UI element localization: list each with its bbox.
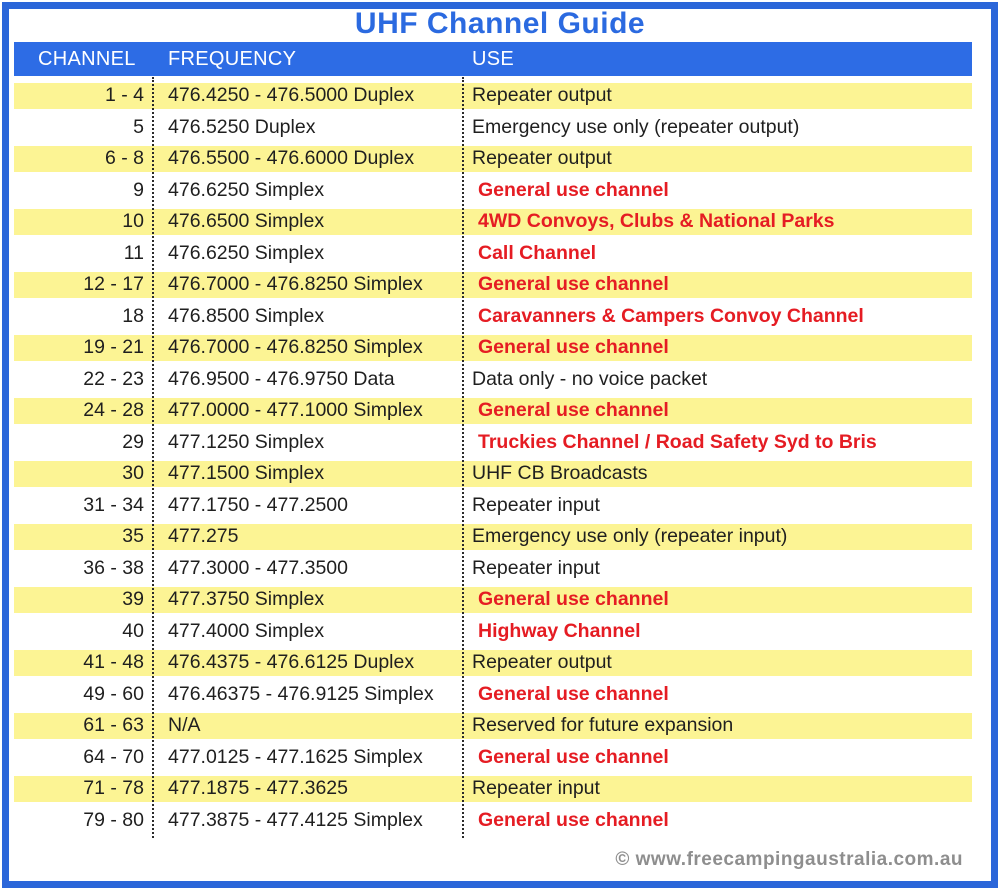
- use-cell: 4WD Convoys, Clubs & National Parks: [478, 210, 835, 233]
- frequency-cell: 476.5250 Duplex: [168, 115, 316, 138]
- frequency-cell: 476.4250 - 476.5000 Duplex: [168, 84, 415, 107]
- frequency-cell: 477.1875 - 477.3625: [168, 777, 348, 800]
- use-cell: Highway Channel: [478, 619, 641, 642]
- table-row: [14, 805, 972, 837]
- use-cell: Repeater input: [472, 493, 600, 516]
- channel-cell: 61 - 63: [83, 714, 144, 737]
- frequency-cell: 477.0000 - 477.1000 Simplex: [168, 399, 423, 422]
- watermark-credit: © www.freecampingaustralia.com.au: [615, 849, 963, 870]
- use-cell: Data only - no voice packet: [472, 367, 708, 390]
- table-body: [14, 80, 972, 836]
- channel-cell: 31 - 34: [83, 493, 144, 516]
- channel-cell: 19 - 21: [83, 336, 144, 359]
- channel-cell: 10: [122, 210, 144, 233]
- column-separator-channel-frequency: [152, 77, 154, 838]
- table-row: [14, 332, 972, 364]
- frequency-cell: 477.275: [168, 525, 239, 548]
- use-cell: General use channel: [478, 273, 669, 296]
- use-cell: General use channel: [478, 808, 669, 831]
- use-cell: Repeater output: [472, 147, 612, 170]
- channel-cell: 6 - 8: [104, 147, 144, 170]
- table-row: [14, 616, 972, 648]
- frequency-cell: 476.6250 Simplex: [168, 241, 325, 264]
- channel-cell: 18: [122, 304, 144, 327]
- table-row: [14, 742, 972, 774]
- table-row: [14, 269, 972, 301]
- use-cell: Emergency use only (repeater output): [472, 115, 800, 138]
- table-row: [14, 80, 972, 112]
- table-row: [14, 143, 972, 175]
- channel-cell: 29: [122, 430, 144, 453]
- table-row: [14, 584, 972, 616]
- table-row: [14, 395, 972, 427]
- frequency-cell: 477.1250 Simplex: [168, 430, 325, 453]
- channel-cell: 5: [133, 115, 144, 138]
- channel-cell: 64 - 70: [83, 745, 144, 768]
- table-row: [14, 175, 972, 207]
- table-row: [14, 647, 972, 679]
- channel-cell: 9: [133, 178, 144, 201]
- channel-cell: 11: [123, 241, 144, 264]
- table-row: [14, 112, 972, 144]
- page-title: UHF Channel Guide: [354, 7, 646, 40]
- header-channel: CHANNEL: [38, 47, 136, 70]
- table-row: [14, 553, 972, 585]
- channel-cell: 35: [122, 525, 144, 548]
- use-cell: Call Channel: [478, 241, 597, 264]
- header-use: USE: [472, 47, 515, 70]
- use-cell: General use channel: [478, 336, 669, 359]
- use-cell: General use channel: [478, 178, 669, 201]
- frequency-cell: N/A: [168, 714, 201, 737]
- channel-cell: 22 - 23: [83, 367, 144, 390]
- use-cell: Repeater input: [472, 556, 600, 579]
- header-frequency: FREQUENCY: [168, 47, 297, 70]
- frequency-cell: 476.9500 - 476.9750 Data: [168, 367, 395, 390]
- channel-cell: 30: [122, 462, 144, 485]
- table-row: [14, 427, 972, 459]
- column-separator-frequency-use: [462, 77, 464, 838]
- table-row: [14, 773, 972, 805]
- table-row: [14, 521, 972, 553]
- frequency-cell: 477.3750 Simplex: [168, 588, 325, 611]
- table-row: [14, 710, 972, 742]
- use-cell: Emergency use only (repeater input): [472, 525, 788, 548]
- table-header: [14, 42, 972, 76]
- channel-cell: 1 - 4: [104, 84, 144, 107]
- channel-cell: 49 - 60: [83, 682, 144, 705]
- table-row: [14, 364, 972, 396]
- frequency-cell: 477.0125 - 477.1625 Simplex: [168, 745, 423, 768]
- table-row: [14, 490, 972, 522]
- frequency-cell: 477.1750 - 477.2500: [168, 493, 348, 516]
- use-cell: General use channel: [478, 399, 669, 422]
- table-row: [14, 206, 972, 238]
- table-row: [14, 458, 972, 490]
- channel-cell: 24 - 28: [83, 399, 144, 422]
- channel-cell: 12 - 17: [83, 273, 144, 296]
- use-cell: Truckies Channel / Road Safety Syd to Bris: [478, 430, 877, 453]
- frequency-cell: 476.7000 - 476.8250 Simplex: [168, 273, 423, 296]
- frequency-cell: 477.3875 - 477.4125 Simplex: [168, 808, 423, 831]
- frequency-cell: 476.8500 Simplex: [168, 304, 325, 327]
- use-cell: General use channel: [478, 682, 669, 705]
- channel-cell: 36 - 38: [83, 556, 144, 579]
- frequency-cell: 476.5500 - 476.6000 Duplex: [168, 147, 415, 170]
- use-cell: Repeater output: [472, 84, 612, 107]
- frequency-cell: 477.4000 Simplex: [168, 619, 325, 642]
- channel-cell: 40: [122, 619, 144, 642]
- use-cell: General use channel: [478, 745, 669, 768]
- frequency-cell: 477.3000 - 477.3500: [168, 556, 348, 579]
- use-cell: Repeater input: [472, 777, 600, 800]
- use-cell: UHF CB Broadcasts: [472, 462, 648, 485]
- frequency-cell: 476.4375 - 476.6125 Duplex: [168, 651, 415, 674]
- channel-cell: 39: [122, 588, 144, 611]
- frequency-cell: 476.6500 Simplex: [168, 210, 325, 233]
- use-cell: Caravanners & Campers Convoy Channel: [478, 304, 864, 327]
- frequency-cell: 476.46375 - 476.9125 Simplex: [168, 682, 434, 705]
- frequency-cell: 476.6250 Simplex: [168, 178, 325, 201]
- frequency-cell: 476.7000 - 476.8250 Simplex: [168, 336, 423, 359]
- use-cell: Repeater output: [472, 651, 612, 674]
- channel-cell: 71 - 78: [83, 777, 144, 800]
- use-cell: General use channel: [478, 588, 669, 611]
- table-row: [14, 301, 972, 333]
- channel-cell: 79 - 80: [83, 808, 144, 831]
- frequency-cell: 477.1500 Simplex: [168, 462, 325, 485]
- table-row: [14, 238, 972, 270]
- table-row: [14, 679, 972, 711]
- use-cell: Reserved for future expansion: [472, 714, 734, 737]
- channel-cell: 41 - 48: [83, 651, 144, 674]
